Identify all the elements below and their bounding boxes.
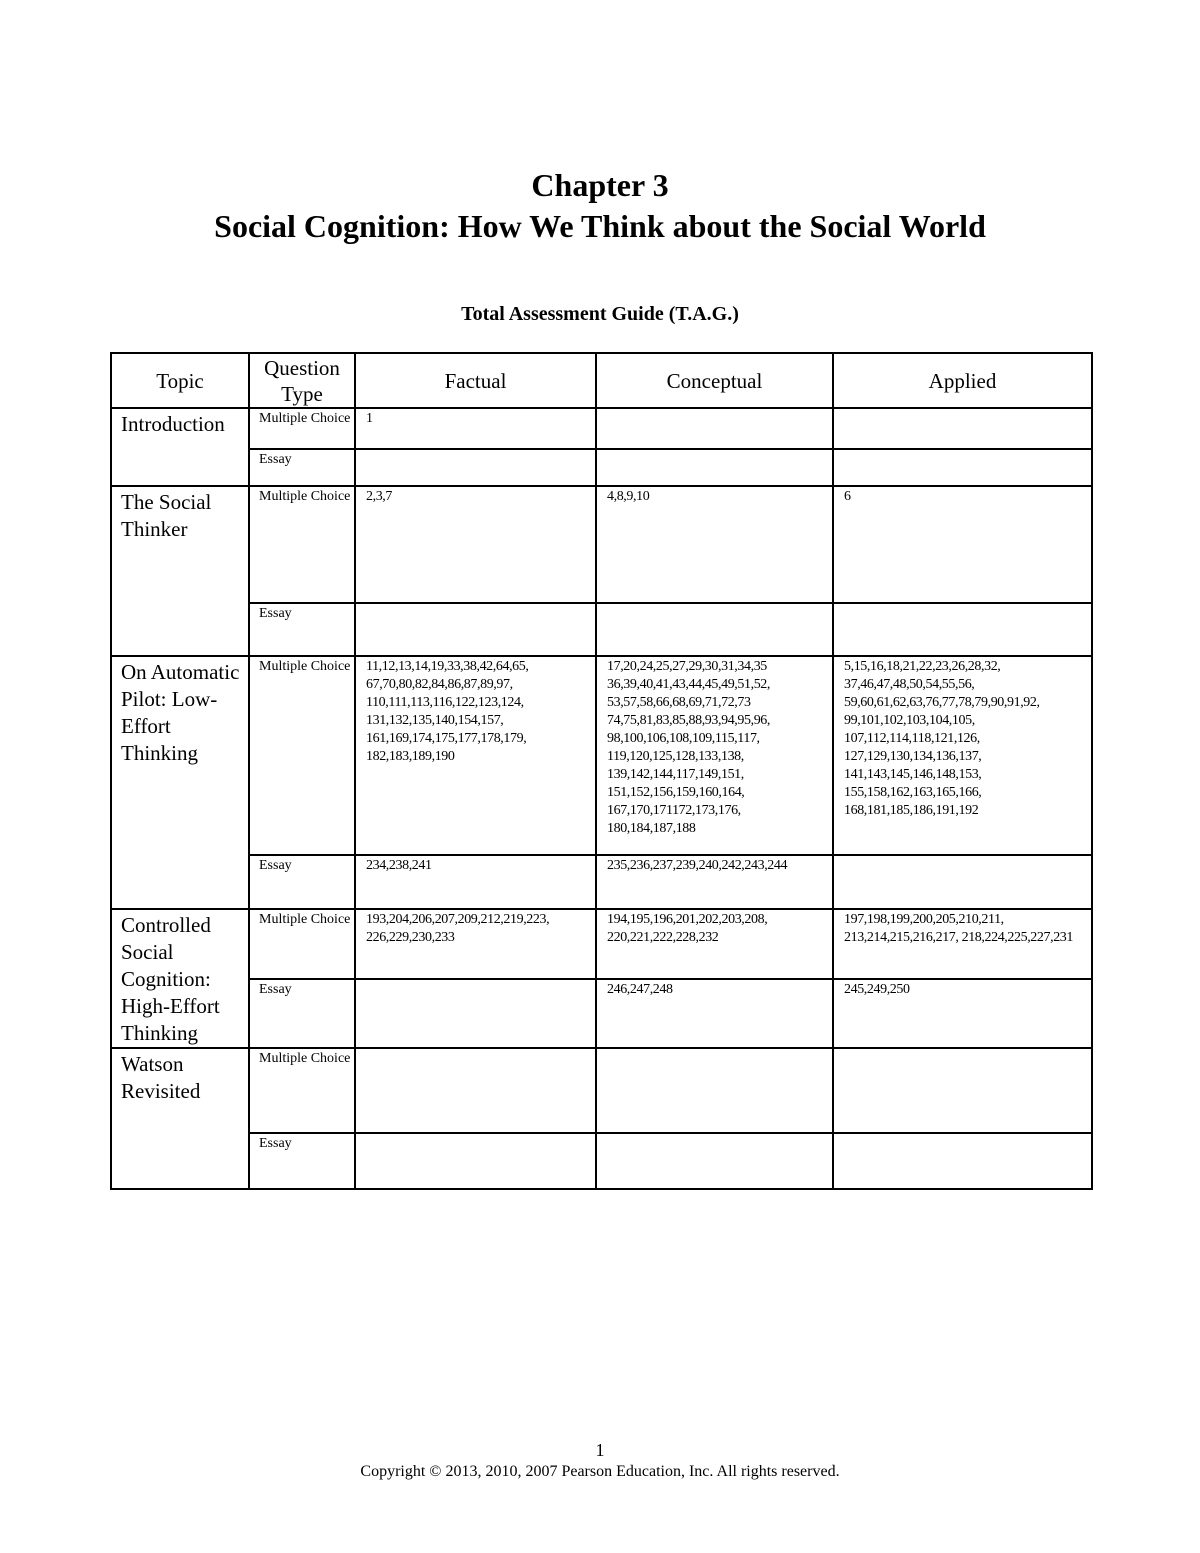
applied-cell (833, 603, 1092, 656)
page-number: 1 (595, 1440, 605, 1460)
column-header-question-type: Question Type (249, 353, 355, 408)
table-row (111, 656, 1092, 855)
applied-cell (833, 1048, 1092, 1133)
applied-cell: 6 (833, 486, 1092, 603)
column-header-conceptual: Conceptual (596, 353, 833, 408)
question-type-cell: Multiple Choice (249, 408, 355, 449)
assessment-table (110, 352, 1093, 1190)
conceptual-cell (596, 1133, 833, 1189)
table-row (111, 1048, 1092, 1133)
question-type-cell: Multiple Choice (249, 486, 355, 603)
applied-cell (833, 855, 1092, 909)
factual-cell (355, 1133, 596, 1189)
question-type-cell: Essay (249, 1133, 355, 1189)
topic-cell: On Automatic Pilot: Low-Effort Thinking (111, 656, 249, 909)
question-type-cell: Essay (249, 855, 355, 909)
applied-cell (833, 449, 1092, 486)
table-row (111, 855, 1092, 909)
topic-cell: Introduction (111, 408, 249, 486)
factual-cell (355, 979, 596, 1049)
column-header-topic: Topic (111, 353, 249, 408)
question-type-cell: Essay (249, 979, 355, 1049)
factual-cell: 1 (355, 408, 596, 449)
conceptual-cell (596, 408, 833, 449)
applied-cell (833, 408, 1092, 449)
table-header-row (111, 353, 1092, 408)
applied-cell (833, 1133, 1092, 1189)
factual-cell (355, 1048, 596, 1133)
table-row (111, 603, 1092, 656)
topic-cell: Controlled Social Cognition: High-Effort Thinking (111, 909, 249, 1048)
factual-cell (355, 449, 596, 486)
conceptual-cell (596, 603, 833, 656)
chapter-heading: Chapter 3 (531, 167, 669, 203)
conceptual-cell (596, 449, 833, 486)
conceptual-cell (596, 1048, 833, 1133)
factual-cell: 193,204,206,207,209,212,219,223, 226,229,230,233 (355, 909, 596, 979)
table-row (111, 408, 1092, 449)
factual-cell (355, 603, 596, 656)
conceptual-cell: 235,236,237,239,240,242,243,244 (596, 855, 833, 909)
question-type-cell: Multiple Choice (249, 909, 355, 979)
factual-cell: 11,12,13,14,19,33,38,42,64,65, 67,70,80,82,84,86,87,89,97, 110,111,113,116,122,123,124, 131,132,135,140,154,157, 161,169,174,175,177,178,179, 182,183,189,190 (355, 656, 596, 855)
table-row (111, 979, 1092, 1049)
column-header-factual: Factual (355, 353, 596, 408)
question-type-cell: Multiple Choice (249, 1048, 355, 1133)
table-row (111, 449, 1092, 486)
question-type-cell: Essay (249, 449, 355, 486)
conceptual-cell: 194,195,196,201,202,203,208, 220,221,222,228,232 (596, 909, 833, 979)
table-row (111, 1133, 1092, 1189)
factual-cell: 234,238,241 (355, 855, 596, 909)
applied-cell: 5,15,16,18,21,22,23,26,28,32, 37,46,47,48,50,54,55,56, 59,60,61,62,63,76,77,78,79,90,91,92, 99,101,102,103,104,105, 107,112,114,118,121,126, 127,129,130,134,136,137, 141,143,145,146,148,153, 155,158,162,163,165,166, 168,181,185,186,191,192 (833, 656, 1092, 855)
table-row (111, 486, 1092, 603)
column-header-applied: Applied (833, 353, 1092, 408)
applied-cell: 197,198,199,200,205,210,211, 213,214,215,216,217, 218,224,225,227,231 (833, 909, 1092, 979)
chapter-title: Social Cognition: How We Think about the Social World (214, 208, 986, 244)
guide-title: Total Assessment Guide (T.A.G.) (461, 303, 739, 325)
topic-cell: Watson Revisited (111, 1048, 249, 1189)
question-type-cell: Multiple Choice (249, 656, 355, 855)
conceptual-cell: 246,247,248 (596, 979, 833, 1049)
applied-cell: 245,249,250 (833, 979, 1092, 1049)
conceptual-cell: 4,8,9,10 (596, 486, 833, 603)
table-row (111, 909, 1092, 979)
topic-cell: The Social Thinker (111, 486, 249, 656)
question-type-cell: Essay (249, 603, 355, 656)
factual-cell: 2,3,7 (355, 486, 596, 603)
conceptual-cell: 17,20,24,25,27,29,30,31,34,35 36,39,40,41,43,44,45,49,51,52, 53,57,58,66,68,69,71,72,73 74,75,81,83,85,88,93,94,95,96, 98,100,106,108,109,115,117, 119,120,125,128,133,138, 139,142,144,117,149,151, 151,152,156,159,160,164, 167,170,171172,173,176, 180,184,187,188 (596, 656, 833, 855)
copyright-notice: Copyright © 2013, 2010, 2007 Pearson Education, Inc. All rights reserved. (360, 1463, 840, 1480)
